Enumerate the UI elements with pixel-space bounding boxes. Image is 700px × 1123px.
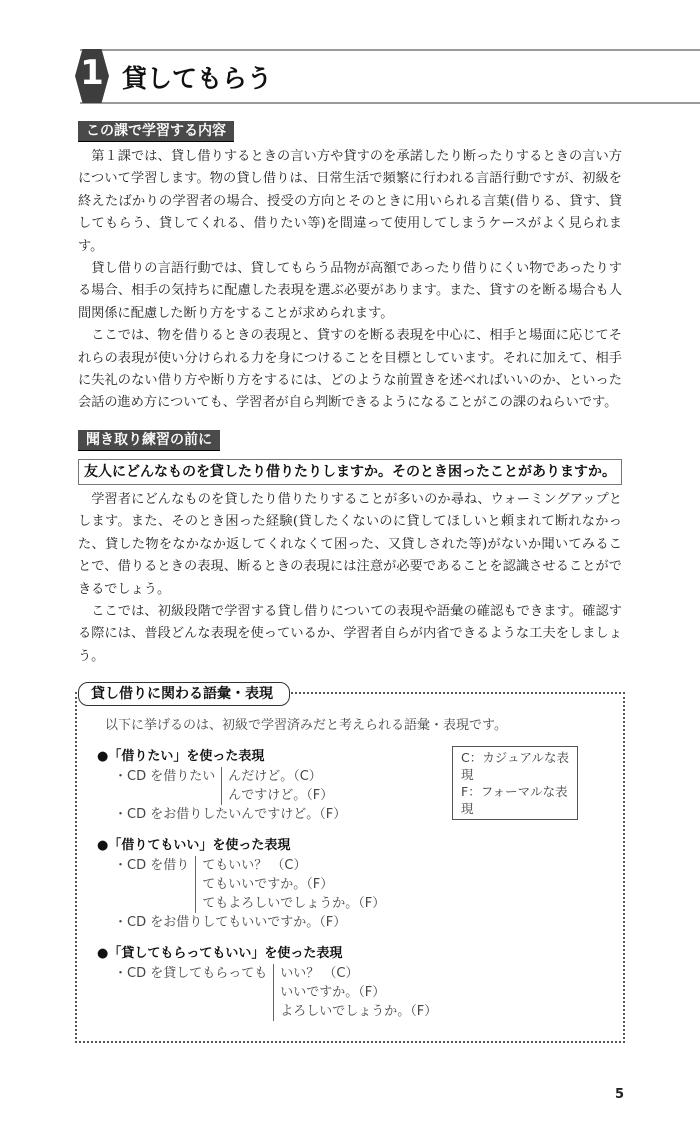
group-title: ●「借りてもいい」を使った表現 (97, 838, 291, 854)
group-stem: ・CD を借り (114, 858, 190, 874)
bracket-line (195, 856, 385, 913)
bracket-line (273, 964, 437, 1021)
group-ending: てもよろしいでしょうか。（F） (202, 896, 386, 912)
group-ending: んですけど。（F） (228, 788, 334, 804)
paragraph: 学習者にどんなものを貸したり借りたりすることが多いのか尋ね、ウォーミングアップとします。また、そのとき困った経験(貸したくないのに貸してほしいと頼まれて断れなかった、貸した物をなかなか返してくれなくて困った、又貸しされた等)がないか聞いてみることで、借りるときの表現、断るときの表現には注意が必要であることを認識させることができるでしょう。 (78, 491, 622, 597)
page-content (78, 104, 622, 1083)
legend-formal: F：フォーマルな表現 (461, 784, 568, 817)
paragraph: ここでは、物を借りるときの表現と、貸すのを断る表現を中心に、相手と場面に応じてそれらの表現が使い分けられる力を身につけることを目標としています。それに加えて、相手に失礼のない借り方や断り方をするには、どのような前置きを述べればいいのか、といった会話の進め方についても、学習者が自ら判断できるようになることがこの課のねらいです。 (78, 328, 622, 411)
section-before-listening-body (78, 489, 622, 668)
group-title: ●「借りたい」を使った表現 (97, 749, 265, 765)
expression-group (77, 747, 623, 824)
group-extra: ・CD をお借りしたいんですけど。（F） (114, 807, 347, 823)
bracket-line (221, 767, 333, 805)
group-ending: てもいい？ （C） (202, 858, 307, 874)
group-ending: いい？ （C） (280, 966, 359, 982)
group-row (97, 767, 623, 805)
group-title: ●「貸してもらってもいい」を使った表現 (97, 946, 343, 962)
paragraph: 貸し借りの言語行動では、貸してもらう品物が高額であったり借りにくい物であったりする場合、相手の気持ちに配慮した表現を選ぶ必要があります。また、貸すのを断る場合も人間関係に配慮した断り方をすることが求められます。 (78, 261, 622, 321)
page-number: 5 (615, 1087, 625, 1102)
legend-casual: C：カジュアルな表現 (461, 750, 569, 783)
section-heading-before-listening: 聞き取り練習の前に (78, 430, 220, 451)
section-before-listening (78, 429, 622, 668)
vocab-intro: 以下に挙げるのは、初級で学習済みだと考えられる語彙・表現です。 (105, 718, 507, 734)
lesson-header (75, 0, 700, 104)
group-stem: ・CD を借りたい (114, 769, 216, 785)
group-stem: ・CD を貸してもらっても (114, 966, 268, 982)
group-ending: よろしいでしょうか。（F） (280, 1004, 438, 1020)
paragraph: 第１課では、貸し借りするときの言い方や貸すのを承諾したり断ったりするときの言い方について学習します。物の貸し借りは、日常生活で頻繁に行われる言語行動ですが、初級を終えたばかりの学習者の場合、授受の方向とそのときに用いられる言葉(借りる、貸す、貸してもらう、貸してくれる、借りたい等)を間違って使用してしまうケースがよく見られます。 (78, 149, 622, 254)
vocab-section (75, 682, 625, 1043)
group-ending: てもいいですか。（F） (202, 877, 334, 893)
expression-group (77, 944, 623, 1021)
header-bottom-rule (80, 102, 700, 104)
paragraph: ここでは、初級段階で学習する貸し借りについての表現や語彙の確認もできます。確認する際には、普段どんな表現を使っているか、学習者自らが内省できるような工夫をしましょう。 (78, 603, 622, 664)
group-ending: いいですか。（F） (280, 985, 386, 1001)
lesson-title: 貸してもらう (122, 64, 273, 93)
bottom-spacer (78, 1043, 622, 1083)
group-ending: んだけど。（C） (228, 769, 322, 785)
lesson-number: 1 (80, 53, 104, 93)
group-row (97, 856, 623, 913)
vocab-box (75, 692, 625, 1043)
group-extra: ・CD をお借りしてもいいですか。（F） (114, 915, 347, 931)
group-row (97, 964, 623, 1021)
header-top-rule (80, 49, 700, 51)
vocab-heading: 貸し借りに関わる語彙・表現 (78, 682, 290, 706)
expression-group (77, 836, 623, 932)
warmup-question-box: 友人にどんなものを貸したり借りたりしますか。そのとき困ったことがありますか。 (78, 459, 622, 485)
section-content-body (78, 146, 622, 415)
section-heading-content: この課で学習する内容 (78, 121, 234, 142)
